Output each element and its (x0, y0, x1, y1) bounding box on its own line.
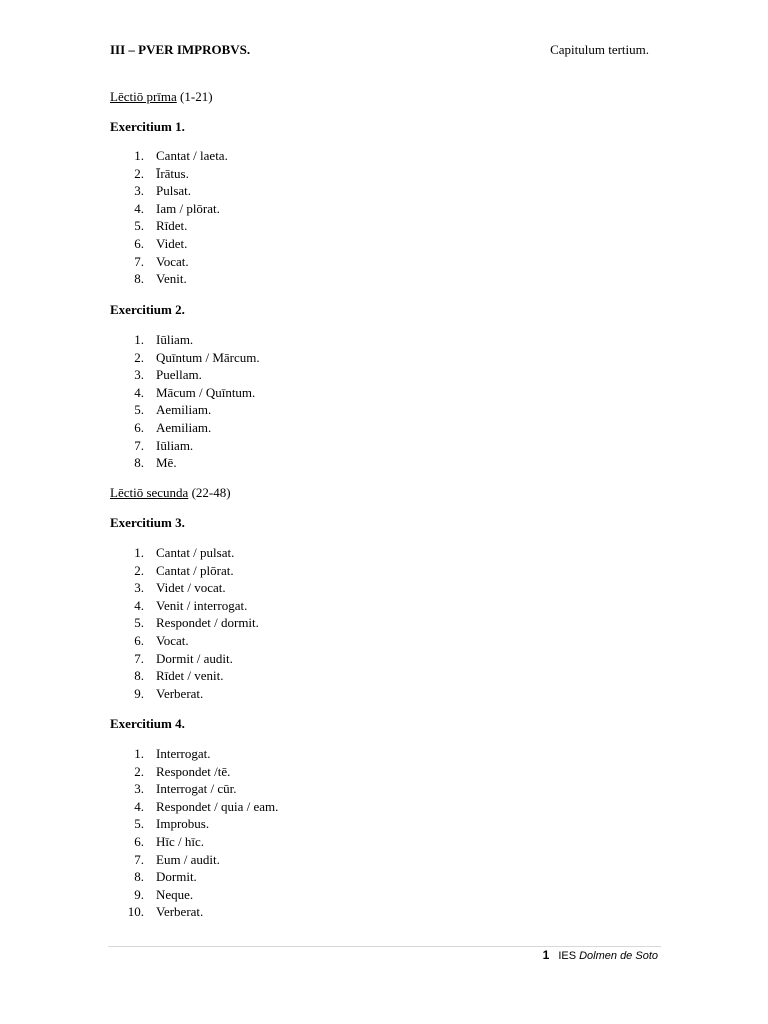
item-answer: Cantat / plōrat. (156, 562, 234, 578)
item-answer: Iam / plōrat. (156, 200, 220, 216)
exercise-title: Exercitium 1. (110, 119, 185, 134)
item-number: 1. (134, 545, 144, 560)
item-number: 4. (134, 384, 144, 400)
lectio-range: (1-21) (180, 89, 213, 104)
item-answer: Eum / audit. (156, 851, 220, 867)
lectio-name: Lēctiō secunda (110, 485, 189, 500)
item-number: 6. (134, 235, 144, 251)
item-answer: Rīdet / venit. (156, 668, 224, 684)
item-answer: Aemiliam. (156, 402, 212, 418)
item-number: 7. (134, 253, 144, 269)
school-name: Dolmen de Soto (579, 950, 658, 962)
item-number: 5. (134, 816, 144, 832)
item-number: 8. (134, 668, 144, 684)
item-answer: Mē. (156, 455, 177, 471)
item-number: 2. (134, 562, 144, 578)
item-answer: Mācum / Quīntum. (156, 384, 256, 400)
item-number: 6. (134, 419, 144, 435)
item-answer: Vocat. (156, 632, 189, 648)
item-number: 2. (134, 165, 144, 181)
item-answer: Quīntum / Mārcum. (156, 349, 260, 365)
item-number: 10. (127, 904, 144, 920)
item-answer: Videt. (156, 235, 188, 251)
item-number: 7. (134, 650, 144, 666)
item-number: 6. (134, 833, 144, 849)
item-number: 7. (134, 437, 144, 453)
item-answer: Improbus. (156, 816, 210, 832)
item-answer: Dormit. (156, 869, 197, 885)
item-answer: Iūliam. (156, 332, 194, 347)
item-answer: Vocat. (156, 253, 189, 269)
item-number: 5. (134, 402, 144, 418)
item-number: 1. (134, 746, 144, 761)
item-number: 3. (134, 781, 144, 797)
chapter-subtitle: Capitulum tertium. (550, 42, 649, 57)
lectio-heading-1 (110, 89, 213, 105)
item-number: 1. (134, 148, 144, 163)
chapter-title: III – PVER IMPROBVS. (110, 42, 251, 57)
item-number: 3. (134, 367, 144, 383)
item-number: 9. (134, 685, 144, 701)
item-number: 8. (134, 271, 144, 287)
item-answer: Respondet / dormit. (156, 615, 259, 631)
exercise-title: Exercitium 4. (110, 716, 185, 731)
item-number: 2. (134, 349, 144, 365)
item-number: 1. (134, 332, 144, 347)
page-footer (543, 948, 658, 962)
item-answer: Pulsat. (156, 183, 192, 199)
exercise-title: Exercitium 3. (110, 515, 185, 530)
lectio-range: (22-48) (191, 485, 231, 500)
item-number: 4. (134, 798, 144, 814)
item-answer: Respondet /tē. (156, 763, 231, 779)
item-number: 3. (134, 183, 144, 199)
item-answer: Iūliam. (156, 437, 194, 453)
item-answer: Respondet / quia / eam. (156, 798, 279, 814)
item-number: 5. (134, 218, 144, 234)
item-answer: Neque. (156, 886, 194, 902)
item-answer: Interrogat. (156, 746, 211, 761)
item-answer: Cantat / laeta. (156, 148, 228, 163)
item-answer: Puellam. (156, 367, 202, 383)
item-answer: Venit. (156, 271, 187, 287)
item-answer: Aemiliam. (156, 419, 212, 435)
item-answer: Verberat. (156, 904, 204, 920)
item-answer: Videt / vocat. (156, 580, 226, 596)
exercise-title: Exercitium 2. (110, 302, 185, 317)
school-prefix: IES (558, 950, 577, 962)
item-answer: Rīdet. (156, 218, 188, 234)
item-answer: Hīc / hīc. (156, 833, 205, 849)
lectio-name: Lēctiō prīma (110, 89, 177, 104)
item-answer: Verberat. (156, 685, 204, 701)
item-answer: Īrātus. (156, 165, 189, 181)
item-number: 2. (134, 763, 144, 779)
item-answer: Venit / interrogat. (156, 597, 248, 613)
footer-divider (108, 946, 661, 947)
page-number: 1 (542, 948, 550, 962)
lectio-heading-2 (110, 485, 231, 501)
item-number: 6. (134, 632, 144, 648)
item-number: 8. (134, 869, 144, 885)
item-number: 3. (134, 580, 144, 596)
item-number: 4. (134, 200, 144, 216)
item-answer: Dormit / audit. (156, 650, 233, 666)
item-answer: Cantat / pulsat. (156, 545, 235, 560)
item-number: 9. (134, 886, 144, 902)
item-number: 5. (134, 615, 144, 631)
item-answer: Interrogat / cūr. (156, 781, 237, 797)
item-number: 4. (134, 597, 144, 613)
item-number: 8. (134, 455, 144, 471)
item-number: 7. (134, 851, 144, 867)
